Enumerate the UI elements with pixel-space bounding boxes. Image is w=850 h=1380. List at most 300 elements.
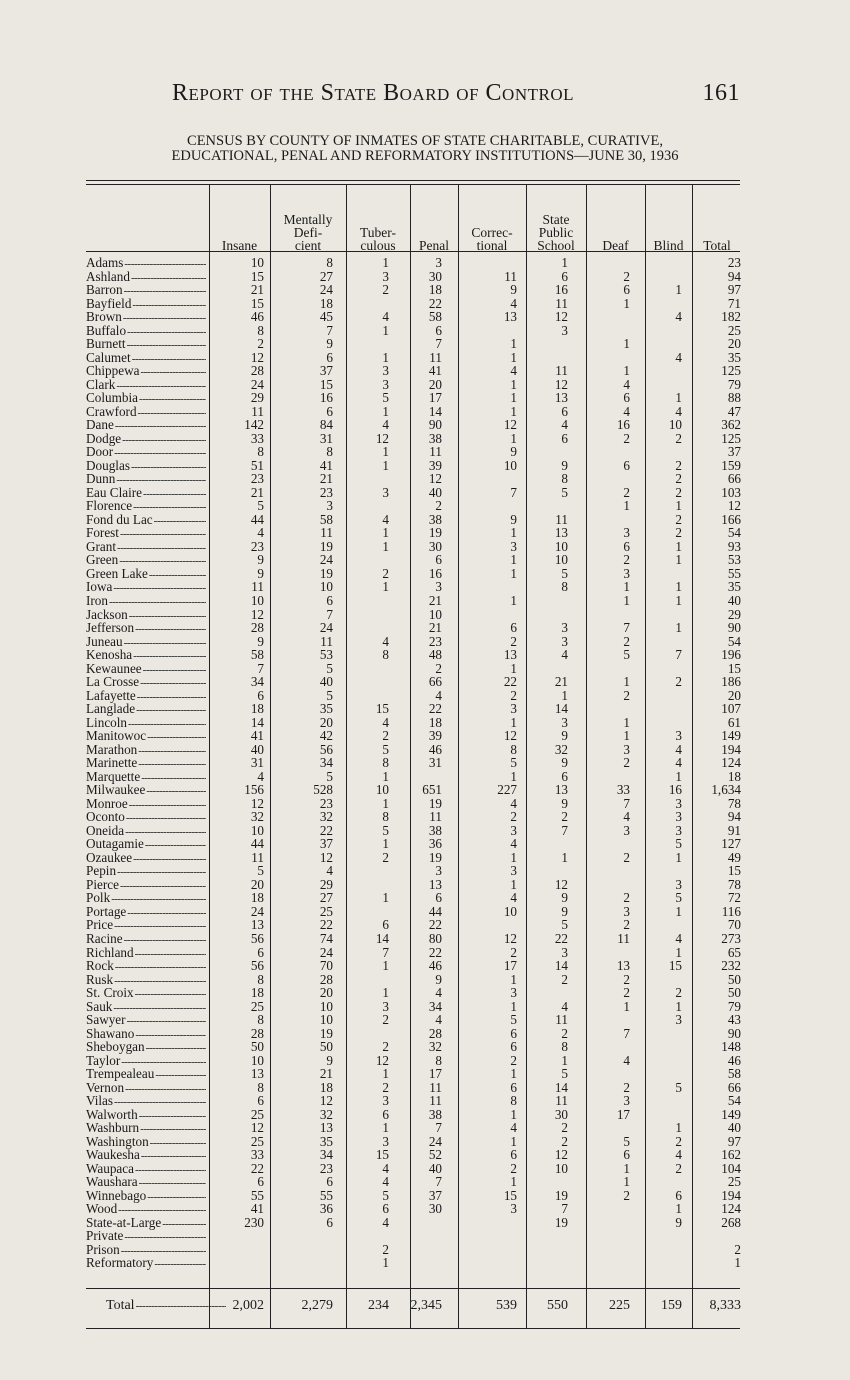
cell-correc: 22	[503, 674, 517, 690]
cell-mental: 84	[319, 417, 333, 433]
cell-insane: 41	[250, 1201, 264, 1217]
county-name-text: Rusk	[86, 972, 114, 987]
cell-deaf: 1	[623, 674, 630, 690]
table-row	[86, 608, 746, 621]
cell-school: 5	[561, 484, 568, 500]
cell-penal: 24	[428, 1133, 442, 1149]
cell-blind: 1	[675, 1201, 682, 1217]
cell-blind: 1	[675, 498, 682, 514]
cell-deaf: 2	[623, 917, 630, 933]
cell-deaf: 2	[623, 971, 630, 987]
cell-insane: 8	[257, 1079, 264, 1095]
cell-correc: 2	[510, 944, 517, 960]
cell-deaf: 6	[623, 457, 630, 473]
cell-deaf: 1	[623, 998, 630, 1014]
cell-tuber: 6	[382, 917, 389, 933]
cell-penal: 3	[435, 579, 442, 595]
cell-tuber: 2	[382, 728, 389, 744]
table-row	[86, 1081, 746, 1094]
cell-correc: 1	[510, 336, 517, 352]
cell-correc: 13	[503, 647, 517, 663]
cell-correc: 1	[510, 1106, 517, 1122]
cell-mental: 21	[319, 1066, 333, 1082]
column-header-school	[526, 198, 586, 252]
table-row	[86, 1135, 746, 1148]
cell-mental: 27	[319, 890, 333, 906]
cell-school: 2	[561, 809, 568, 825]
cell-blind: 2	[675, 1133, 682, 1149]
table-row	[86, 891, 746, 904]
table-row	[86, 1121, 746, 1134]
cell-correc: 9	[510, 511, 517, 527]
cell-total: 25	[727, 322, 741, 338]
cell-blind: 5	[675, 836, 682, 852]
cell-penal: 38	[428, 511, 442, 527]
table-row	[86, 594, 746, 607]
cell-deaf: 33	[616, 782, 630, 798]
cell-school: 1	[561, 1052, 568, 1068]
cell-penal: 66	[428, 674, 442, 690]
cell-insane: 24	[250, 903, 264, 919]
cell-total: 116	[721, 903, 741, 919]
cell-mental: 6	[326, 593, 333, 608]
cell-school: 10	[554, 552, 568, 568]
cell-penal: 11	[429, 1079, 442, 1095]
cell-insane: 6	[257, 1093, 264, 1109]
cell-correc: 1	[510, 376, 517, 392]
cell-correc: 4	[510, 795, 517, 811]
cell-insane: 40	[250, 741, 264, 757]
table-row	[86, 824, 746, 837]
cell-correc: 6	[510, 1079, 517, 1095]
cell-school: 6	[561, 403, 568, 419]
table-row	[86, 1027, 746, 1040]
cell-correc: 1	[510, 403, 517, 419]
table-row	[86, 526, 746, 539]
county-name-text: Iowa	[86, 580, 113, 595]
cell-mental: 34	[319, 755, 333, 771]
cell-total: 159	[721, 457, 741, 473]
cell-school: 13	[554, 390, 568, 406]
cell-correc: 2	[510, 1052, 517, 1068]
cell-blind: 4	[675, 403, 682, 419]
cell-insane: 9	[257, 633, 264, 649]
county-name-text: Prison	[86, 1242, 120, 1257]
cell-mental: 35	[319, 701, 333, 717]
cell-tuber: 2	[382, 565, 389, 581]
cell-total: 37	[727, 444, 741, 460]
cell-blind: 15	[668, 958, 682, 974]
cell-insane: 14	[250, 714, 264, 730]
county-name-text: Shawano	[86, 1026, 135, 1041]
cell-mental: 22	[319, 917, 333, 933]
table-row	[86, 621, 746, 634]
cell-total: 72	[727, 890, 741, 906]
column-header-line: Blind	[653, 238, 684, 253]
cell-penal: 32	[428, 1039, 442, 1055]
cell-deaf: 1	[623, 336, 630, 352]
cell-tuber: 5	[382, 741, 389, 757]
cell-penal: 4	[435, 985, 442, 1001]
cell-school: 2	[561, 971, 568, 987]
cell-insane: 23	[250, 538, 264, 554]
cell-mental: 35	[319, 1133, 333, 1149]
cell-tuber: 1	[382, 403, 389, 419]
cell-mental: 528	[313, 782, 333, 798]
cell-mental: 18	[319, 295, 333, 311]
cell-mental: 56	[319, 741, 333, 757]
cell-mental: 16	[319, 390, 333, 406]
cell-correc: 1	[510, 971, 517, 987]
table-row	[86, 378, 746, 391]
cell-penal: 58	[428, 309, 442, 325]
cell-mental: 32	[319, 809, 333, 825]
cell-total: 273	[721, 931, 741, 946]
cell-blind: 1	[675, 538, 682, 554]
cell-school: 4	[561, 998, 568, 1014]
cell-deaf: 7	[623, 620, 630, 636]
cell-school: 32	[554, 741, 568, 757]
cell-insane: 51	[250, 457, 264, 473]
county-name-text: Monroe	[86, 796, 128, 811]
cell-correc: 5	[510, 1012, 517, 1028]
table-row	[86, 432, 746, 445]
total-penal: 2,345	[410, 1298, 442, 1313]
cell-school: 1	[561, 687, 568, 703]
cell-tuber: 2	[382, 1079, 389, 1095]
cell-insane: 2	[257, 336, 264, 352]
county-name-text: Ozaukee	[86, 850, 133, 865]
cell-deaf: 13	[616, 958, 630, 974]
cell-mental: 7	[326, 606, 333, 622]
county-name-text: Pierce	[86, 877, 119, 892]
cell-correc: 5	[510, 755, 517, 771]
table-row	[86, 391, 746, 404]
cell-insane: 24	[250, 376, 264, 392]
cell-penal: 22	[428, 917, 442, 933]
cell-correc: 10	[503, 457, 517, 473]
table-row	[86, 756, 746, 769]
table-row	[86, 986, 746, 999]
column-header-line: Defi-	[293, 225, 323, 240]
cell-mental: 5	[326, 687, 333, 703]
cell-insane: 13	[250, 917, 264, 933]
cell-tuber: 4	[382, 309, 389, 325]
cell-blind: 1	[675, 282, 682, 298]
cell-school: 2	[561, 1120, 568, 1136]
cell-penal: 6	[435, 890, 442, 906]
cell-correc: 7	[510, 484, 517, 500]
column-header-deaf	[586, 198, 645, 252]
cell-correc: 6	[510, 1147, 517, 1163]
cell-blind: 4	[675, 1147, 682, 1163]
cell-total: 268	[721, 1214, 741, 1230]
cell-penal: 40	[428, 484, 442, 500]
cell-school: 9	[561, 755, 568, 771]
cell-mental: 40	[319, 674, 333, 690]
county-name-text: Barron	[86, 283, 123, 298]
cell-school: 3	[561, 620, 568, 636]
cell-total: 54	[727, 1093, 741, 1109]
cell-tuber: 15	[375, 701, 389, 717]
cell-mental: 19	[319, 1025, 333, 1041]
county-name-text: Sheboygan	[86, 1040, 145, 1055]
table-row	[86, 1013, 746, 1026]
cell-tuber: 10	[375, 782, 389, 798]
table-row	[86, 297, 746, 310]
cell-tuber: 12	[375, 1052, 389, 1068]
cell-school: 11	[555, 363, 568, 379]
cell-total: 97	[727, 1133, 741, 1149]
cell-deaf: 6	[623, 1147, 630, 1163]
cell-blind: 2	[675, 985, 682, 1001]
cell-school: 11	[555, 511, 568, 527]
cell-total: 182	[721, 309, 741, 325]
county-name-text: Ashland	[86, 269, 130, 284]
table-row	[86, 351, 746, 364]
page-number: 161	[702, 80, 740, 106]
cell-deaf: 2	[623, 430, 630, 446]
cell-blind: 1	[675, 1120, 682, 1136]
cell-insane: 9	[257, 565, 264, 581]
county-name-text: Sauk	[86, 999, 113, 1014]
cell-correc: 1	[510, 768, 517, 784]
table-row	[86, 689, 746, 702]
cell-school: 3	[561, 944, 568, 960]
cell-correc: 1	[510, 593, 517, 608]
cell-penal: 11	[429, 444, 442, 460]
total-insane: 2,002	[232, 1298, 264, 1313]
cell-correc: 12	[503, 417, 517, 433]
county-name-text: Columbia	[86, 391, 139, 406]
cell-school: 3	[561, 322, 568, 338]
table-row	[86, 662, 746, 675]
cell-tuber: 8	[382, 647, 389, 663]
county-name-text: Outagamie	[86, 837, 144, 852]
cell-correc: 12	[503, 931, 517, 946]
cell-insane: 5	[257, 863, 264, 879]
cell-mental: 24	[319, 944, 333, 960]
table-row	[86, 770, 746, 783]
cell-deaf: 2	[623, 849, 630, 865]
cell-insane: 34	[250, 674, 264, 690]
cell-blind: 2	[675, 471, 682, 487]
county-name-text: Washburn	[86, 1121, 140, 1136]
cell-insane: 28	[250, 620, 264, 636]
cell-insane: 44	[250, 836, 264, 852]
cell-school: 19	[554, 1214, 568, 1230]
cell-total: 79	[727, 998, 741, 1014]
column-header-line: culous	[360, 238, 396, 253]
cell-insane: 11	[251, 403, 264, 419]
cell-mental: 27	[319, 268, 333, 284]
column-header-total	[692, 198, 742, 252]
cell-penal: 18	[428, 714, 442, 730]
county-name-text: Waushara	[86, 1175, 138, 1190]
cell-blind: 4	[675, 309, 682, 325]
cell-total: 91	[727, 822, 741, 838]
cell-school: 12	[554, 376, 568, 392]
cell-correc: 3	[510, 701, 517, 717]
cell-deaf: 4	[623, 403, 630, 419]
county-name-text: Lafayette	[86, 688, 136, 703]
cell-penal: 44	[428, 903, 442, 919]
cell-blind: 9	[675, 1214, 682, 1230]
cell-mental: 24	[319, 552, 333, 568]
county-name-text: Grant	[86, 539, 117, 554]
cell-insane: 9	[257, 552, 264, 568]
cell-mental: 18	[319, 1079, 333, 1095]
cell-deaf: 4	[623, 1052, 630, 1068]
cell-total: 127	[721, 836, 741, 852]
county-name-text: Douglas	[86, 458, 130, 473]
cell-school: 12	[554, 1147, 568, 1163]
column-header-line: Deaf	[602, 238, 629, 253]
cell-total: 124	[721, 1201, 741, 1217]
cell-school: 9	[561, 903, 568, 919]
column-header-line: Mentally	[283, 212, 333, 227]
cell-total: 97	[727, 282, 741, 298]
cell-school: 5	[561, 917, 568, 933]
cell-school: 14	[554, 958, 568, 974]
bottom-rule	[86, 1328, 740, 1329]
cell-school: 21	[554, 674, 568, 690]
county-name-text: Florence	[86, 499, 133, 514]
table-row	[86, 743, 746, 756]
county-name-text: Dane	[86, 418, 114, 433]
total-total: 8,333	[709, 1298, 741, 1313]
county-name	[86, 1256, 206, 1271]
cell-insane: 13	[250, 1066, 264, 1082]
table-row	[86, 837, 746, 850]
cell-mental: 74	[319, 931, 333, 946]
total-school: 550	[547, 1298, 568, 1313]
cell-total: 70	[727, 917, 741, 933]
cell-correc: 10	[503, 903, 517, 919]
county-name-text: Jefferson	[86, 621, 135, 636]
cell-deaf: 4	[623, 376, 630, 392]
cell-blind: 1	[675, 849, 682, 865]
cell-total: 50	[727, 985, 741, 1001]
cell-tuber: 1	[382, 890, 389, 906]
column-header-line: tional	[476, 238, 508, 253]
county-name-text: Calumet	[86, 350, 131, 365]
cell-tuber: 1	[382, 538, 389, 554]
cell-total: 194	[721, 741, 741, 757]
cell-mental: 23	[319, 795, 333, 811]
cell-penal: 12	[428, 471, 442, 487]
cell-deaf: 2	[623, 890, 630, 906]
cell-school: 3	[561, 714, 568, 730]
cell-tuber: 8	[382, 755, 389, 771]
cell-insane: 33	[250, 1147, 264, 1163]
cell-penal: 90	[428, 417, 442, 433]
cell-deaf: 4	[623, 809, 630, 825]
cell-mental: 58	[319, 511, 333, 527]
cell-penal: 30	[428, 538, 442, 554]
cell-insane: 12	[250, 795, 264, 811]
cell-insane: 142	[244, 417, 264, 433]
cell-total: 53	[727, 552, 741, 568]
cell-correc: 2	[510, 809, 517, 825]
cell-total: 90	[727, 620, 741, 636]
cell-blind: 4	[675, 931, 682, 946]
cell-correc: 1	[510, 1133, 517, 1149]
cell-mental: 28	[319, 971, 333, 987]
cell-correc: 4	[510, 295, 517, 311]
cell-tuber: 1	[382, 457, 389, 473]
cell-insane: 12	[250, 349, 264, 365]
cell-insane: 46	[250, 309, 264, 325]
cell-tuber: 1	[382, 836, 389, 852]
cell-total: 125	[721, 430, 741, 446]
cell-mental: 20	[319, 985, 333, 1001]
cell-blind: 2	[675, 484, 682, 500]
cell-insane: 5	[257, 498, 264, 514]
column-header-tuber	[346, 198, 410, 252]
cell-total: 186	[721, 674, 741, 690]
cell-total: 124	[721, 755, 741, 771]
county-name-text: Oconto	[86, 810, 125, 825]
county-name-text: Milwaukee	[86, 783, 146, 798]
cell-correc: 1	[510, 1066, 517, 1082]
cell-penal: 19	[428, 849, 442, 865]
cell-insane: 6	[257, 944, 264, 960]
table-row	[86, 918, 746, 931]
total-label	[106, 1298, 226, 1314]
cell-insane: 20	[250, 876, 264, 892]
county-name-text: Eau Claire	[86, 485, 143, 500]
cell-blind: 5	[675, 1079, 682, 1095]
cell-school: 12	[554, 309, 568, 325]
caption-line-1: CENSUS BY COUNTY OF INMATES OF STATE CHARITABLE, CURATIVE,	[187, 133, 663, 149]
running-title: Report of the State Board of Control	[172, 80, 574, 106]
cell-deaf: 1	[623, 728, 630, 744]
cell-total: 232	[721, 958, 741, 974]
cell-school: 7	[561, 822, 568, 838]
table-row	[86, 337, 746, 350]
cell-penal: 13	[428, 876, 442, 892]
cell-penal: 30	[428, 1201, 442, 1217]
cell-penal: 28	[428, 1025, 442, 1041]
cell-mental: 5	[326, 768, 333, 784]
table-row	[86, 851, 746, 864]
county-name-text: Winnebago	[86, 1188, 147, 1203]
cell-total: 54	[727, 525, 741, 541]
cell-school: 5	[561, 565, 568, 581]
cell-tuber: 12	[375, 430, 389, 446]
table-row	[86, 1148, 746, 1161]
cell-correc: 1	[510, 998, 517, 1014]
table-row	[86, 445, 746, 458]
cell-tuber: 1	[382, 1066, 389, 1082]
cell-insane: 18	[250, 985, 264, 1001]
cell-correc: 12	[503, 728, 517, 744]
county-name-text: Portage	[86, 904, 127, 919]
county-name-text: Reformatory	[86, 1256, 154, 1271]
cell-insane: 11	[251, 579, 264, 595]
column-header-line: Correc-	[471, 225, 513, 240]
cell-mental: 19	[319, 565, 333, 581]
cell-school: 1	[561, 255, 568, 270]
cell-deaf: 5	[623, 647, 630, 663]
cell-tuber: 5	[382, 390, 389, 406]
table-row	[86, 472, 746, 485]
cell-deaf: 5	[623, 1133, 630, 1149]
cell-mental: 4	[326, 863, 333, 879]
cell-mental: 8	[326, 444, 333, 460]
cell-mental: 25	[319, 903, 333, 919]
